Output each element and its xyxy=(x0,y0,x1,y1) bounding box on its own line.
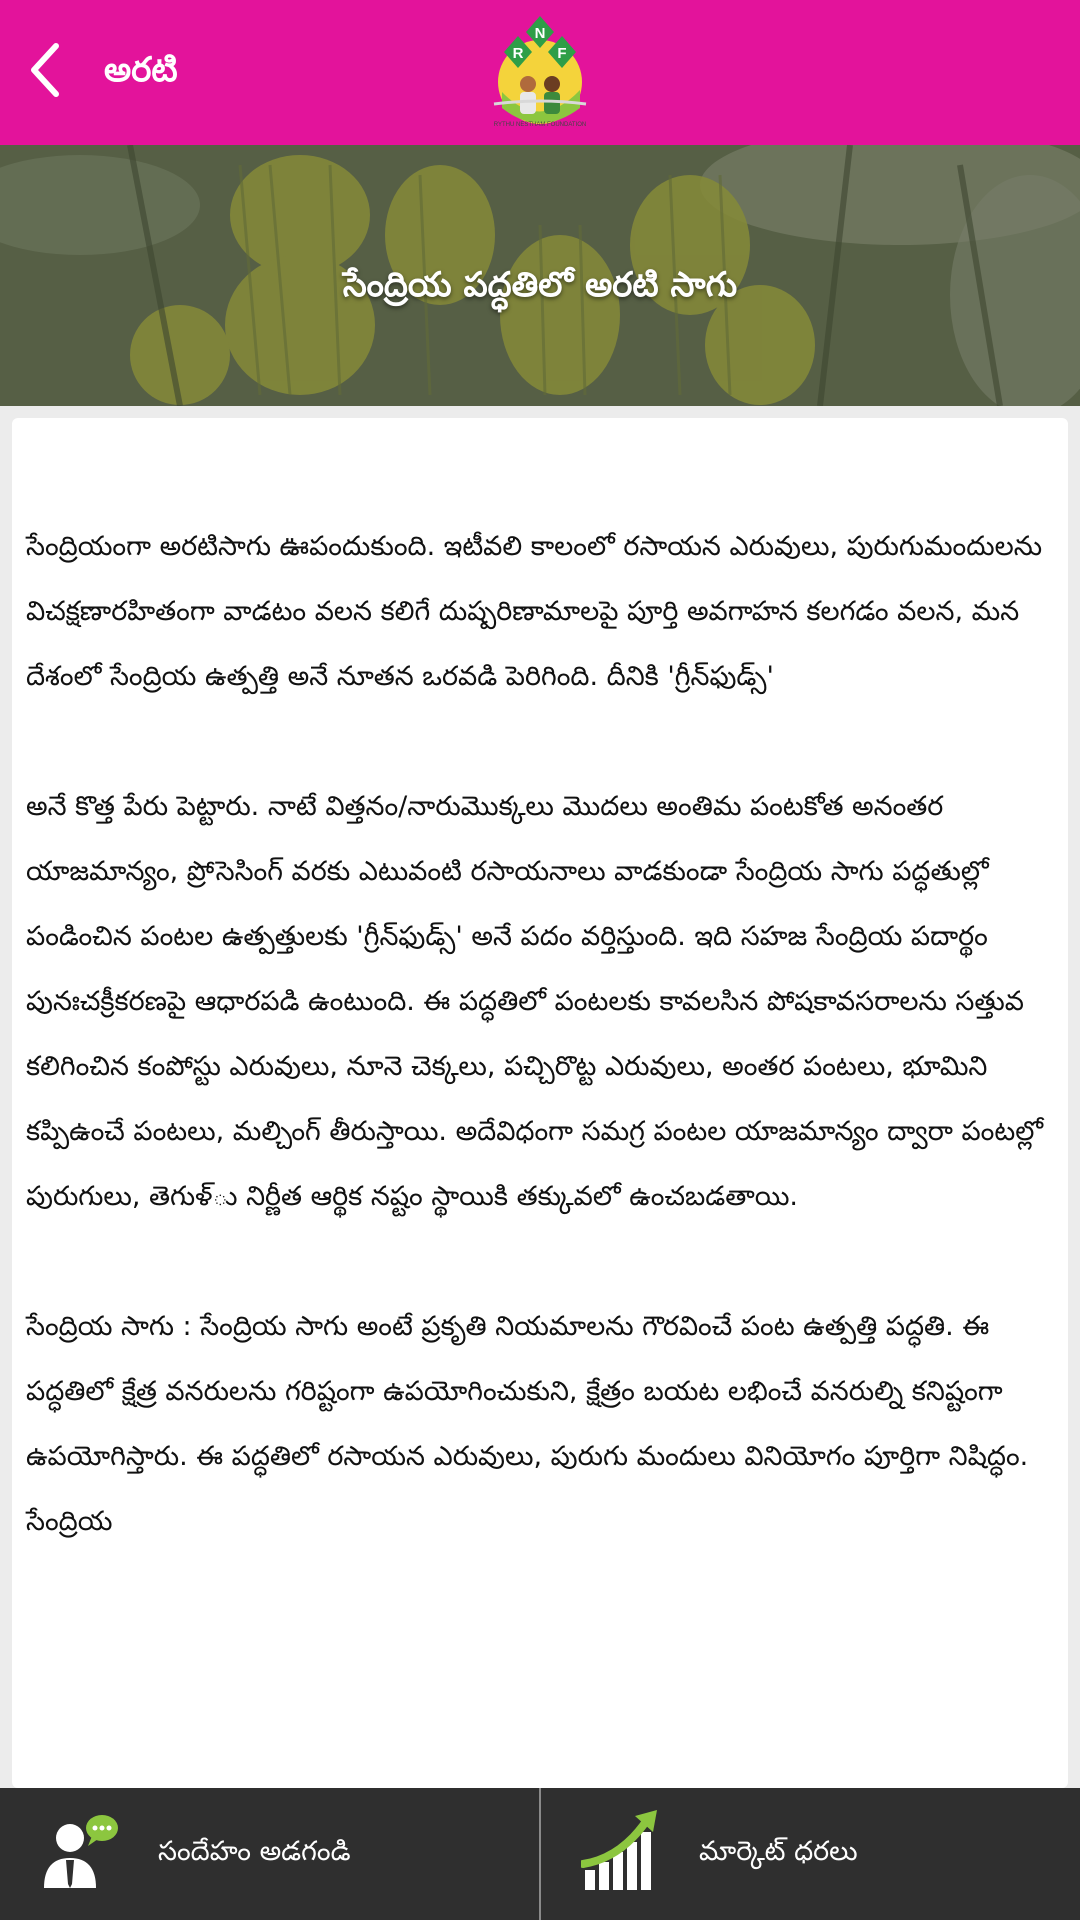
page-title: అరటి xyxy=(104,50,178,90)
ask-expert-icon xyxy=(40,1808,126,1894)
chevron-left-icon xyxy=(26,40,66,100)
rising-chart-icon xyxy=(581,1808,667,1894)
rnf-logo xyxy=(488,12,592,136)
article-paragraph-3: సేంద్రియ సాగు : సేంద్రియ సాగు అంటే ప్రకృతి నియమాలను గౌరవించే పంట ఉత్పత్తి పద్ధతి. ఈ పద్ధతిలో క్షేత్ర వనరులను గరిష్టంగా ఉపయోగించుకుని, క్షేత్రం బయట లభించే వనరుల్ని కనిష్టంగా ఉపయోగిస్తారు. ఈ పద్ధతిలో రసాయన ఎరువులు, పురుగు మందులు వినియోగం పూర్తిగా నిషిద్ధం. సేంద్రియ xyxy=(26,1311,1029,1537)
bottom-nav xyxy=(0,1788,1080,1920)
top-app-bar xyxy=(0,0,1080,145)
ask-question-label: సందేహం అడగండి xyxy=(158,1836,351,1867)
logo-letter-f: F xyxy=(557,45,567,62)
back-button[interactable] xyxy=(14,38,78,102)
logo-caption: RYTHU NESTHAM FOUNDATION xyxy=(493,122,587,128)
article-title: సేంద్రియ పద్ధతిలో అరటి సాగు xyxy=(342,265,738,305)
article-paragraph-1: సేంద్రియంగా అరటిసాగు ఊపందుకుంది. ఇటీవలి కాలంలో రసాయన ఎరువులు, పురుగుమందులను విచక్షణారహితంగా వాడటం వలన కలిగే దుష్పరిణామాలపై పూర్తి అవగాహన కలగడం వలన, మన దేశంలో సేంద్రియ ఉత్పత్తి అనే నూతన ఒరవడి పెరిగింది. దీనికి 'గ్రీన్‌ఫుడ్స్‌' xyxy=(26,531,1043,692)
market-prices-label: మార్కెట్ ధరలు xyxy=(699,1836,858,1867)
logo-letter-r: R xyxy=(512,45,524,62)
ask-question-button[interactable] xyxy=(0,1788,539,1920)
article-card xyxy=(12,418,1068,1788)
market-prices-button[interactable] xyxy=(541,1788,1080,1920)
logo-letter-n: N xyxy=(534,25,546,42)
article-body xyxy=(12,418,1068,1554)
hero-banner xyxy=(0,145,1080,406)
article-paragraph-2: అనే కొత్త పేరు పెట్టారు. నాటే విత్తనం/నారుమొక్కలు మొదలు అంతిమ పంటకోత అనంతర యాజమాన్యం, ప్రోసెసింగ్‌ వరకు ఎటువంటి రసాయనాలు వాడకుండా సేంద్రియ సాగు పద్ధతుల్లో పండించిన పంటల ఉత్పత్తులకు 'గ్రీన్‌ఫుడ్స్‌' అనే పదం వర్తిస్తుంది. ఇది సహజ సేంద్రియ పదార్థం పునఃచక్రీకరణపై ఆధారపడి ఉంటుంది. ఈ పద్ధతిలో పంటలకు కావలసిన పోషకావసరాలను సత్తువ కలిగించిన కంపోస్టు ఎరువులు, నూనె చెక్కలు, పచ్చిరొట్ట ఎరువులు, అంతర పంటలు, భూమిని కప్పిఉంచే పంటలు, మల్చింగ్‌ తీరుస్తాయి. అదేవిధంగా సమగ్ర పంటల యాజమాన్యం ద్వారా పంటల్లో పురుగులు, తెగుళ్ు నిర్ణీత ఆర్థిక నష్టం స్థాయికి తక్కువలో ఉంచబడతాయి. xyxy=(26,791,1043,1212)
